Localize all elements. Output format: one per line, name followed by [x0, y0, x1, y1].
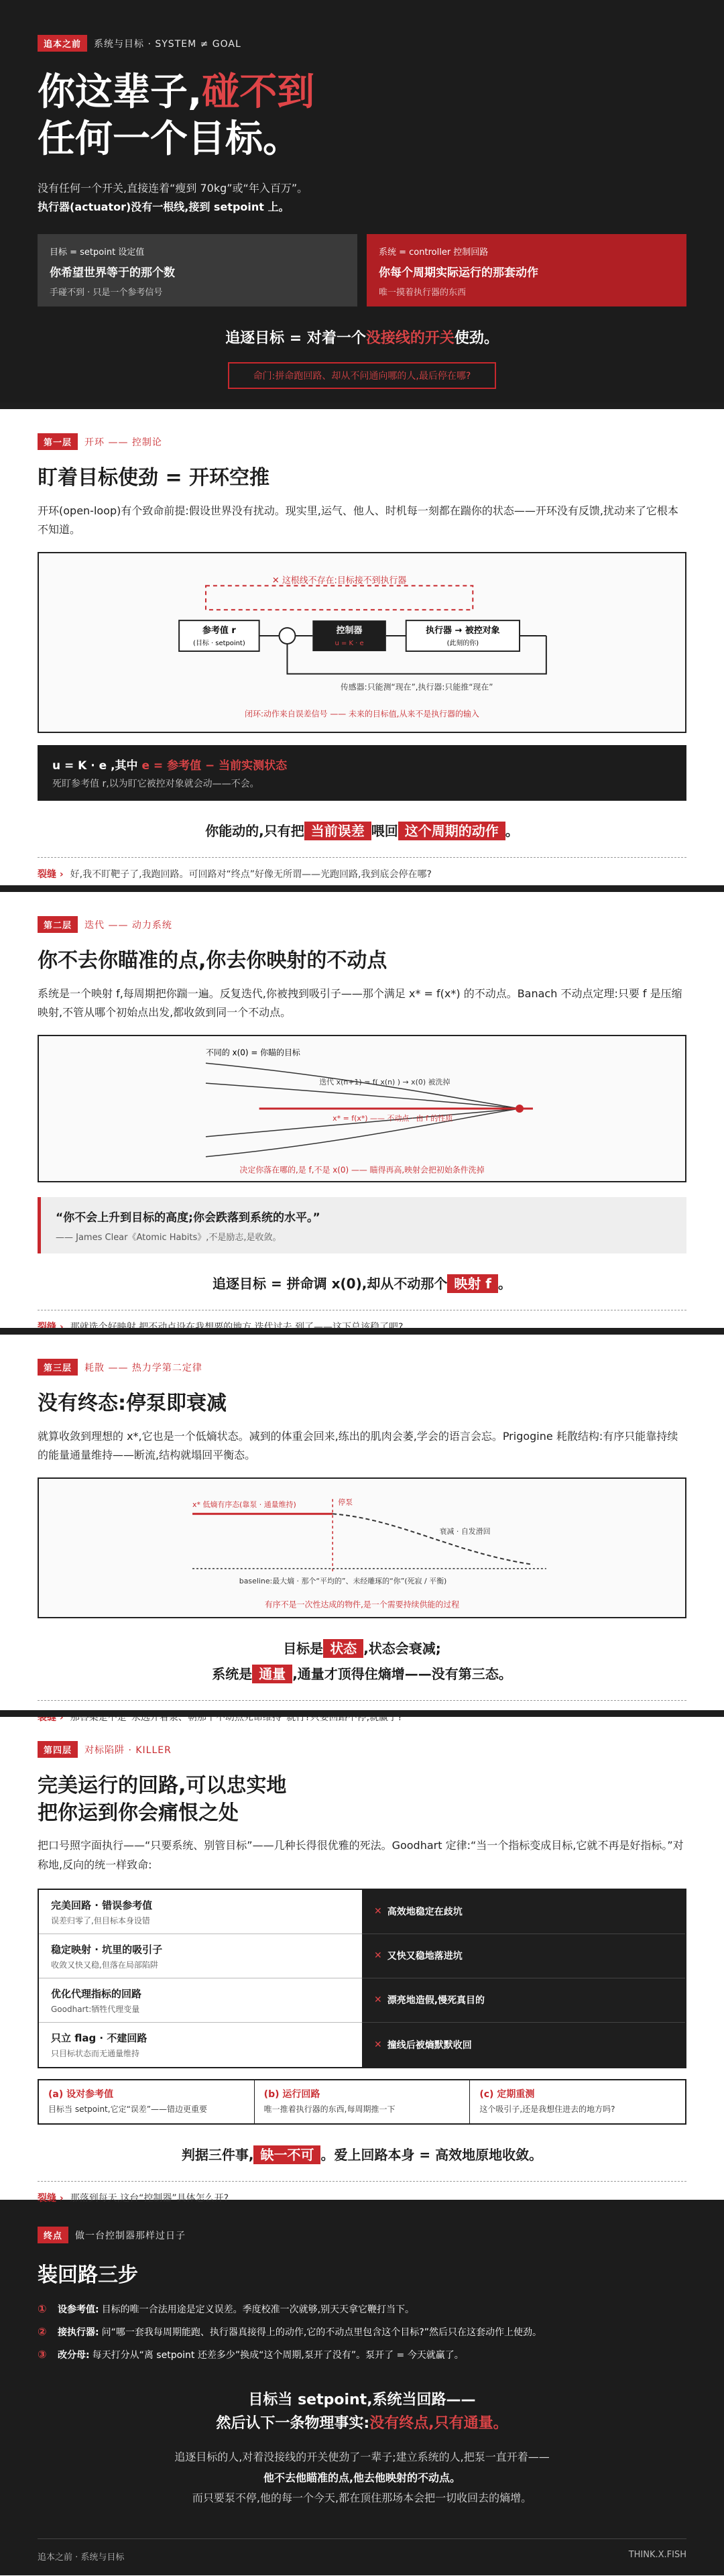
s3-tag: 第三层	[38, 1359, 78, 1376]
section-dissipation	[0, 1328, 724, 1724]
decay-label-4: baseline:最大熵 · 那个“平均的”、未经雕琢的“你”(死寂 / 平衡)	[239, 1576, 447, 1585]
s1-note-text: 好,我不盯靶子了,我跑回路。可回路对“终点”好像无所谓——光跑回路,我到底会停在哪?	[70, 869, 432, 881]
decay-label-1: x* 低熵有序态(靠泵 · 通量维持)	[192, 1500, 296, 1510]
decay-svg	[39, 1479, 685, 1617]
summary-line2-red: 没有终点,只有通量。	[369, 2415, 508, 2432]
decay-label-3: 衰减 · 自发滑回	[439, 1527, 491, 1536]
s4-kicker: 对标陷阱 · KILLER	[84, 1744, 172, 1756]
criterion-desc: 唯一推着执行器的东西,每周期推一下	[263, 2104, 396, 2114]
s4-note-label: 裂缝 ›	[38, 2192, 64, 2204]
summary-line2-a: 然后认下一条物理事实:	[216, 2415, 370, 2432]
s3-con-hl2: 通量	[252, 1665, 292, 1683]
s3-con-b: ,状态会衰减;	[363, 1640, 441, 1657]
missing-wire-label: ✕ 这根线不存在:目标接不到执行器	[272, 575, 407, 586]
s4-crack-note	[38, 2181, 686, 2204]
goal-card-title: 目标 = setpoint 设定值	[50, 247, 145, 258]
decay-label-2: 停泵	[338, 1498, 353, 1507]
s3-con-c: 系统是	[212, 1666, 253, 1683]
criterion-title: (b) 运行回路	[263, 2088, 320, 2100]
s3-kicker: 耗散 —— 热力学第二定律	[84, 1362, 202, 1374]
s1-conclusion	[38, 818, 686, 844]
s1-con-hl1: 当前误差	[304, 822, 371, 840]
system-card	[367, 234, 686, 306]
final-tail	[38, 2447, 686, 2508]
steps-list	[38, 2302, 686, 2361]
footer-brand: THINK.X.FISH	[628, 2549, 686, 2560]
s2-kicker: 迭代 —— 动力系统	[84, 919, 172, 931]
s4-kicker-row	[38, 1741, 686, 1758]
s2-con-a: 追逐目标 = 拼命调 x(0),却从不动那个	[212, 1276, 448, 1292]
hero-bigline	[38, 327, 686, 347]
fp-curve-2	[206, 1083, 520, 1109]
row-result: 又快又稳地落进坑	[387, 1951, 463, 1962]
s4-con-a: 判据三件事,	[181, 2146, 254, 2163]
s1-title: 盯着目标使劲 = 开环空推	[38, 466, 270, 490]
hero-kicker-row	[38, 35, 686, 52]
step-number: ②	[38, 2325, 47, 2338]
row-sub: 收敛又快又稳,但落在局部陷阱	[51, 1960, 158, 1970]
section-fixed-point	[0, 885, 724, 1333]
failure-table-right	[362, 1890, 685, 2067]
diagram-caption: 闭环:动作来自误差信号 —— 未来的目标值,从来不是执行器的输入	[245, 709, 479, 719]
criteria-row	[38, 2079, 686, 2125]
s2-con-b: 。	[498, 1276, 511, 1292]
goal-card	[38, 234, 357, 306]
footer	[38, 2538, 686, 2563]
final-tag: 终点	[38, 2227, 68, 2243]
failure-table	[38, 1889, 686, 2068]
s1-body: 开环(open-loop)有个致命前提:假设世界没有扰动。现实里,运气、他人、时机每一刻都在踹你的状态——开环没有反馈,扰动来了它根本不知道。	[38, 504, 678, 537]
cross-icon: ✕	[374, 1906, 382, 1917]
control-loop-svg	[39, 553, 685, 732]
table-row	[39, 2023, 362, 2067]
controller-label: 控制器	[336, 626, 363, 636]
table-row	[39, 1890, 362, 1934]
section-killer	[0, 1710, 724, 2204]
row-main: 只立 flag · 不建回路	[51, 2031, 147, 2044]
row-result: 漂亮地造假,慢死真目的	[387, 1995, 485, 2007]
cross-icon: ✕	[374, 1950, 382, 1962]
final-kicker: 做一台控制器那样过日子	[75, 2230, 186, 2241]
decay-caption: 有序不是一次性达成的物件,是一个需要持续供能的过程	[264, 1600, 460, 1610]
s3-con-d: ,通量才顶得住熵增——没有第三态。	[292, 1666, 512, 1683]
formula-main	[52, 756, 672, 773]
hero-title-part: 你这辈子,	[38, 70, 202, 114]
quote-attribution: —— James Clear《Atomic Habits》,不是励志,是收敛。	[56, 1233, 282, 1243]
sensor-label: 传感器:只能测“现在”,执行器:只能推“现在”	[340, 682, 493, 692]
s1-con-c: 。	[505, 823, 519, 840]
table-row	[39, 1978, 362, 2023]
fp-label-1: 不同的 x(0) = 你瞄的目标	[205, 1048, 300, 1058]
hero-title-line2: 任何一个目标。	[38, 117, 300, 161]
s4-note-text: 那落到每天,这台“控制器”具体怎么开?	[70, 2192, 229, 2204]
s4-conclusion	[38, 2142, 686, 2168]
s4-tag: 第四层	[38, 1741, 78, 1758]
criterion	[39, 2080, 255, 2123]
s1-con-b: 喂回	[371, 823, 398, 840]
hero-title-red: 碰不到	[202, 70, 315, 114]
fixed-point-diagram	[38, 1035, 686, 1182]
fp-label-3: x* = f(x*) —— 不动点 · 由 f 的性质	[333, 1114, 453, 1123]
tail-line1: 追逐目标的人,对着没接线的开关使劲了一辈子;建立系统的人,把泵一直开着——	[174, 2451, 550, 2464]
s3-kicker-row	[38, 1359, 686, 1376]
reference-sub: (目标 · setpoint)	[193, 640, 245, 648]
row-result: 撞线后被熵默默收回	[387, 2039, 472, 2051]
system-card-main: 你每个周期实际运行的那套动作	[379, 266, 538, 280]
s2-note-text: 那就选个好映射,把不动点设在我想要的地方,迭代过去,到了——这下总该稳了吧?	[70, 1322, 404, 1333]
fp-caption: 决定你落在哪的,是 f,不是 x(0) —— 瞄得再高,映射会把初始条件洗掉	[239, 1165, 485, 1175]
final-kicker-row	[38, 2227, 686, 2243]
row-main: 优化代理指标的回路	[51, 1987, 142, 2000]
criterion-desc: 目标当 setpoint,它定“误差”——错边更重要	[48, 2104, 208, 2114]
section-open-loop	[0, 402, 724, 885]
hero-intro	[38, 179, 686, 217]
s2-kicker-row	[38, 916, 686, 933]
s3-con-hl1: 状态	[323, 1639, 363, 1658]
s3-note-label: 裂缝 ›	[38, 1712, 64, 1724]
step-label: 改分母:	[58, 2350, 90, 2361]
s1-kicker: 开环 —— 控制论	[84, 437, 162, 448]
tail-line2: 他不去他瞄准的点,他去他映射的不动点。	[263, 2471, 461, 2484]
s4-title-l1: 完美运行的回路,可以忠实地	[38, 1774, 287, 1797]
s4-title	[38, 1773, 686, 1827]
fp-fixed-point	[516, 1105, 524, 1113]
summary-line1: 目标当 setpoint,系统当回路——	[248, 2392, 476, 2408]
step-text: 目标的唯一合法用途是定义误差。季度校准一次就够,别天天拿它鞭打当下。	[101, 2304, 415, 2315]
s1-con-hl2: 这个周期的动作	[398, 822, 505, 840]
step-item	[38, 2325, 686, 2339]
row-main: 完美回路 · 错误参考值	[51, 1899, 153, 1911]
system-card-sub: 唯一摸着执行器的东西	[379, 288, 467, 298]
s4-body: 把口号照字面执行——“只要系统、别管目标”——几种长得很优雅的死法。Goodhart 定律:“当一个指标变成目标,它就不再是好指标。”对称地,反向的统一样致命:	[38, 1839, 684, 1871]
step-text: 每天打分从“离 setpoint 还差多少”换成“这个周期,泵开了没有”。泵开了 = 今天就赢了。	[92, 2350, 464, 2361]
criterion-title: (c) 定期重测	[479, 2088, 535, 2100]
actuator-label: 执行器 → 被控对象	[426, 626, 500, 636]
hero-bigline-a: 追逐目标 = 对着一个	[225, 330, 366, 347]
failure-table-left	[39, 1890, 362, 2067]
system-card-title: 系统 = controller 控制回路	[379, 247, 489, 258]
fp-label-2: 迭代 x(n+1) = f( x(n) ) → x(0) 被洗掉	[319, 1078, 450, 1087]
s2-tag: 第二层	[38, 916, 78, 933]
step-text: 问“哪一套我每周期能跑、执行器真接得上的动作,它的不动点里包含这个目标?”然后只在这套动作上使劲。	[101, 2327, 542, 2338]
s2-note-label: 裂缝 ›	[38, 1322, 64, 1333]
s1-kicker-row	[38, 433, 686, 450]
criterion	[470, 2080, 685, 2123]
row-result: 高效地稳定在歧坑	[387, 1907, 463, 1918]
s1-note-label: 裂缝 ›	[38, 869, 64, 881]
s3-note-text: 那答案是不是“永远开着泵、朝那个不动点死命维持”就行?只要回路不停,就赢了?	[70, 1712, 403, 1724]
fixed-point-svg	[39, 1036, 685, 1181]
s2-con-hl: 映射 f	[447, 1274, 498, 1293]
clear-quote	[38, 1197, 686, 1253]
s1-crack-note	[38, 857, 686, 881]
row-sub: 误差归零了,但目标本身设错	[51, 1915, 150, 1925]
criterion-title: (a) 设对参考值	[48, 2088, 114, 2100]
summing-junction	[280, 628, 296, 644]
formula-sub: 死盯参考值 r,以为盯它被控对象就会动——不会。	[52, 779, 259, 790]
reference-label: 参考值 r	[202, 626, 236, 636]
step-label: 接执行器:	[58, 2327, 99, 2338]
final-summary	[38, 2388, 686, 2435]
criterion	[255, 2080, 471, 2123]
decay-curve	[333, 1514, 533, 1565]
hero-intro-line2: 执行器(actuator)没有一根线,接到 setpoint 上。	[38, 201, 290, 213]
footer-left: 追本之前 · 系统与目标	[38, 2552, 125, 2563]
hero-section	[0, 0, 724, 402]
s3-title: 没有终态:停泵即衰减	[38, 1392, 227, 1415]
row-main: 稳定映射 · 坑里的吸引子	[51, 1943, 163, 1956]
s3-conclusion	[38, 1636, 686, 1687]
step-number: ③	[38, 2348, 47, 2361]
row-sub: 只目标状态而无通量维持	[51, 2048, 140, 2058]
missing-wire	[206, 585, 473, 610]
s2-title: 你不去你瞄准的点,你去你映射的不动点	[38, 949, 387, 972]
table-row	[39, 1934, 362, 1978]
formula-red: e = 参考值 − 当前实测状态	[141, 759, 288, 773]
hero-cards	[38, 234, 686, 306]
table-row-result	[362, 1934, 685, 1978]
hero-intro-line1: 没有任何一个开关,直接连着“瘦到 70kg”或“年入百万”。	[38, 182, 308, 194]
s4-con-hl: 缺一不可	[253, 2145, 320, 2164]
hero-title	[38, 69, 686, 163]
decay-diagram	[38, 1477, 686, 1618]
s3-con-a: 目标是	[283, 1640, 324, 1657]
criterion-desc: 这个吸引子,还是我想住进去的地方吗?	[479, 2104, 615, 2114]
table-row-result	[362, 2023, 685, 2067]
quote-text: “你不会上升到目标的高度;你会跌落到系统的水平。”	[56, 1211, 320, 1225]
s2-body: 系统是一个映射 f,每周期把你踹一遍。反复迭代,你被拽到吸引子——那个满足 x* = f(x*) 的不动点。Banach 不动点定理:只要 f 是压缩映射,不管从哪个初始点出发,都收敛到同一个不动点。	[38, 987, 682, 1019]
step-label: 设参考值:	[58, 2304, 99, 2315]
s4-con-b: 。爱上回路本身 = 高效地原地收敛。	[320, 2146, 543, 2163]
final-section	[0, 2200, 724, 2575]
controller-formula: u = K · e	[335, 640, 364, 648]
s1-con-a: 你能动的,只有把	[205, 823, 304, 840]
formula-box	[38, 745, 686, 801]
cross-icon: ✕	[374, 2039, 382, 2050]
s2-conclusion	[38, 1271, 686, 1296]
table-row-result	[362, 1978, 685, 2023]
row-sub: Goodhart:牺牲代理变量	[51, 2004, 140, 2014]
step-item	[38, 2302, 686, 2316]
actuator-sub: (此刻的你)	[446, 640, 479, 648]
cross-icon: ✕	[374, 1995, 382, 2006]
hero-tag: 追本之前	[38, 35, 87, 52]
hero-bigline-b: 使劲。	[454, 330, 499, 347]
s1-tag: 第一层	[38, 433, 78, 450]
hero-question-box: 命门:拼命跑回路、却从不问通向哪的人,最后停在哪?	[228, 362, 496, 389]
hero-kicker: 系统与目标 · SYSTEM ≠ GOAL	[94, 38, 241, 50]
control-loop-diagram	[38, 552, 686, 733]
step-number: ①	[38, 2302, 47, 2315]
step-item	[38, 2348, 686, 2361]
formula-a: u = K · e ,其中	[52, 759, 142, 773]
table-row-result	[362, 1890, 685, 1934]
goal-card-main: 你希望世界等于的那个数	[50, 266, 175, 280]
final-title: 装回路三步	[38, 2263, 138, 2287]
goal-card-sub: 手碰不到 · 只是一个参考信号	[50, 288, 163, 298]
hero-bigline-red: 没接线的开关	[365, 330, 455, 347]
s3-body: 就算收敛到理想的 x*,它也是一个低熵状态。减到的体重会回来,练出的肌肉会萎,学会的语言会忘。Prigogine 耗散结构:有序只能靠持续的能量通量维持——断流,结构就塌回平衡态。	[38, 1429, 678, 1462]
s4-title-l2: 把你运到你会痛恨之处	[38, 1801, 239, 1825]
tail-line3: 而只要泵不停,他的每一个今天,都在顶住那场本会把一切收回去的熵增。	[192, 2491, 532, 2505]
